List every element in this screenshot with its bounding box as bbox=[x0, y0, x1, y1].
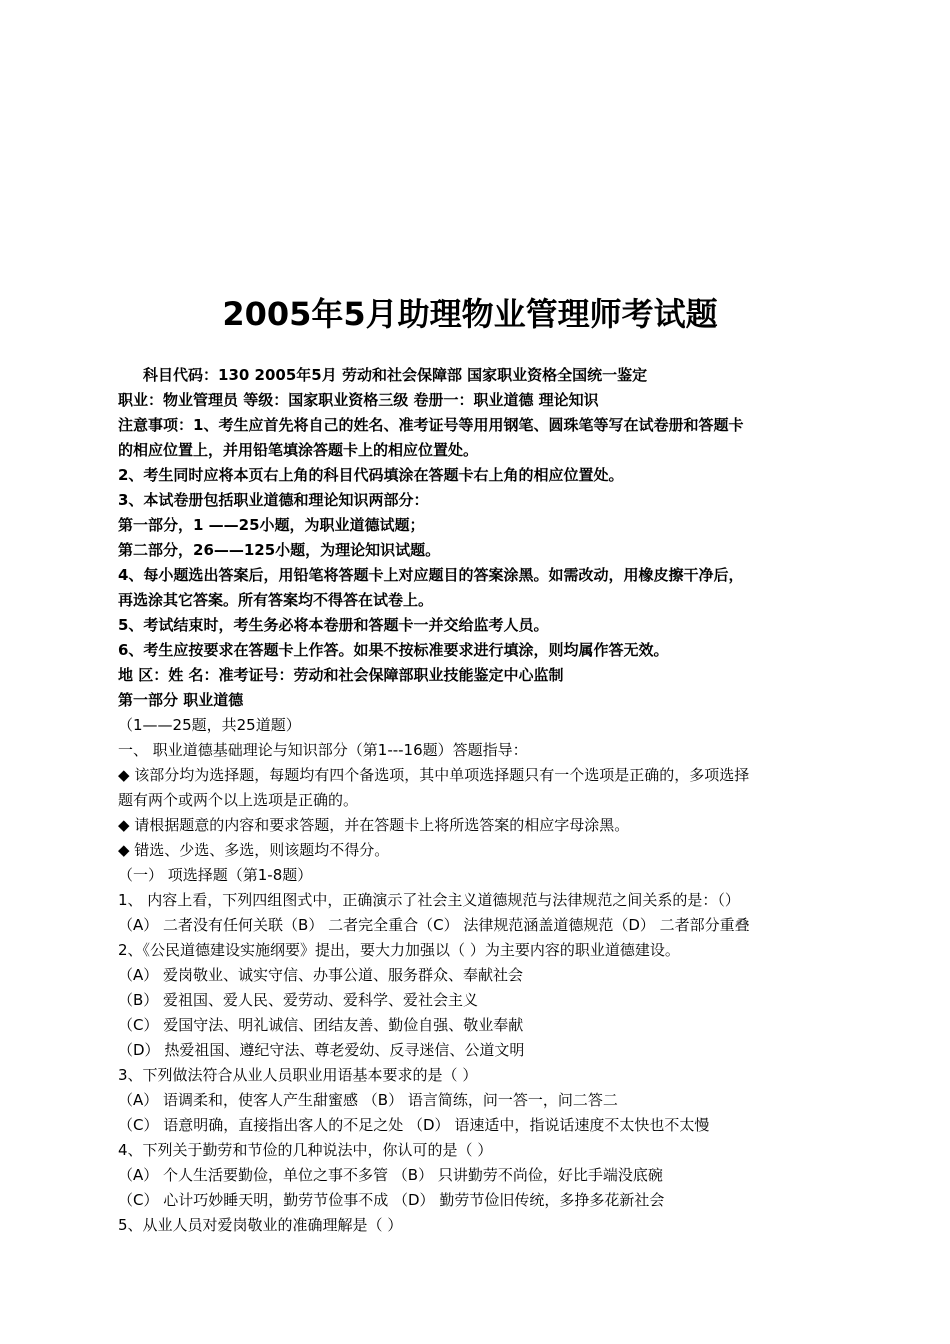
section-heading: 第一部分 职业道德 bbox=[118, 691, 244, 709]
body-line: ◆ 错选、少选、多选，则该题均不得分。 bbox=[118, 841, 390, 859]
notice-line: 4、每小题选出答案后，用铅笔将答题卡上对应题目的答案涂黑。如需改动，用橡皮擦干净后， bbox=[118, 566, 744, 584]
exam-info-line: 科目代码：130 2005年5月 劳动和社会保障部 国家职业资格全国统一鉴定 bbox=[143, 366, 648, 384]
question-line: 4、下列关于勤劳和节俭的几种说法中，你认可的是（ ） bbox=[118, 1141, 493, 1159]
candidate-info-line: 地 区：姓 名：准考证号：劳动和社会保障部职业技能鉴定中心监制 bbox=[118, 666, 564, 684]
body-line: （一） 项选择题（第1-8题） bbox=[118, 866, 313, 884]
option-line: （A） 爱岗敬业、诚实守信、办事公道、服务群众、奉献社会 bbox=[118, 966, 524, 984]
option-line: （C） 语意明确，直接指出客人的不足之处 （D） 语速适中，指说话速度不太快也不太慢 bbox=[118, 1116, 710, 1134]
notice-line: 的相应位置上，并用铅笔填涂答题卡上的相应位置处。 bbox=[118, 441, 479, 459]
body-line: 一、 职业道德基础理论与知识部分（第1---16题）答题指导： bbox=[118, 741, 528, 759]
option-line: （A） 语调柔和，使客人产生甜蜜感 （B） 语言简练，问一答一，问二答二 bbox=[118, 1091, 618, 1109]
notice-line: 第二部分，26——125小题，为理论知识试题。 bbox=[118, 541, 441, 559]
body-line: 题有两个或两个以上选项是正确的。 bbox=[118, 791, 359, 809]
option-line: （C） 心计巧妙睡天明，勤劳节俭事不成 （D） 勤劳节俭旧传统，多挣多花新社会 bbox=[118, 1191, 665, 1209]
notice-line: 3、本试卷册包括职业道德和理论知识两部分： bbox=[118, 491, 429, 509]
option-line: （A） 个人生活要勤俭，单位之事不多管 （B） 只讲勤劳不尚俭，好比手端没底碗 bbox=[118, 1166, 663, 1184]
option-line: （C） 爱国守法、明礼诚信、团结友善、勤俭自强、敬业奉献 bbox=[118, 1016, 524, 1034]
body-line: ◆ 请根据题意的内容和要求答题，并在答题卡上将所选答案的相应字母涂黑。 bbox=[118, 816, 630, 834]
option-line: （A） 二者没有任何关联（B） 二者完全重合（C） 法律规范涵盖道德规范（D） 二者部分重叠 bbox=[118, 916, 750, 934]
body-line: ◆ 该部分均为选择题，每题均有四个备选项，其中单项选择题只有一个选项是正确的，多项选择 bbox=[118, 766, 750, 784]
notice-line: 2、考生同时应将本页右上角的科目代码填涂在答题卡右上角的相应位置处。 bbox=[118, 466, 624, 484]
option-line: （B） 爱祖国、爱人民、爱劳动、爱科学、爱社会主义 bbox=[118, 991, 479, 1009]
occupation-line: 职业：物业管理员 等级：国家职业资格三级 卷册一：职业道德 理论知识 bbox=[118, 391, 599, 409]
question-line: 3、下列做法符合从业人员职业用语基本要求的是（ ） bbox=[118, 1066, 478, 1084]
question-line: 5、从业人员对爱岗敬业的准确理解是（ ） bbox=[118, 1216, 403, 1234]
option-line: （D） 热爱祖国、遵纪守法、尊老爱幼、反寻迷信、公道文明 bbox=[118, 1041, 525, 1059]
notice-line: 5、考试结束时，考生务必将本卷册和答题卡一并交给监考人员。 bbox=[118, 616, 549, 634]
notice-line: 6、考生应按要求在答题卡上作答。如果不按标准要求进行填涂，则均属作答无效。 bbox=[118, 641, 669, 659]
question-line: 1、 内容上看，下列四组图式中，正确演示了社会主义道德规范与法律规范之间关系的是：（） bbox=[118, 891, 740, 909]
question-line: 2、《公民道德建设实施纲要》提出，要大力加强以（ ）为主要内容的职业道德建设。 bbox=[118, 941, 680, 959]
notice-line: 再选涂其它答案。所有答案均不得答在试卷上。 bbox=[118, 591, 434, 609]
document-title: 2005年5月助理物业管理师考试题 bbox=[222, 295, 718, 333]
notice-line: 注意事项：1、考生应首先将自己的姓名、准考证号等用用钢笔、圆珠笔等写在试卷册和答题卡 bbox=[118, 416, 744, 434]
body-line: （1——25题，共25道题） bbox=[118, 716, 301, 734]
notice-line: 第一部分，1 ——25小题，为职业道德试题； bbox=[118, 516, 425, 534]
